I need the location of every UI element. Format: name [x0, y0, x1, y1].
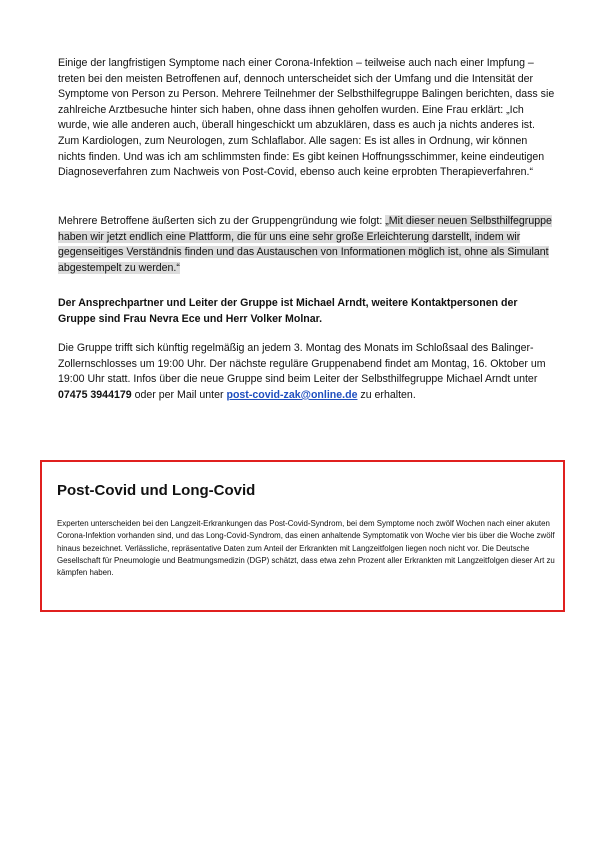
article-paragraph-symptoms: Einige der langfristigen Symptome nach einer Corona-Infektion – teilweise auch nach einer Impfung – treten bei den meisten Betroffenen auf, dennoch unterscheidet sich der Umfang und die Intensität der Symptome von Person zu Person. Mehrere Teilnehmer der Selbsthilfegruppe Balingen berichten, dass sie zahlreiche Arztbesuche hinter sich haben, ohne dass ihnen geholfen wurden. Eine Frau erklärt: „Ich wurde, wie alle anderen auch, überall hingeschickt um abzuklären, dass es auch ja nichts anderes ist. Zum Kardiologen, zum Neurologen, zum Schlaflabor. Alle sagen: Es ist alles in Ordnung, wir können nichts finden. Und was ich am schlimmsten finde: Es gibt keinen Hoffnungsschimmer, keine eindeutigen Diagnoseverfahren zum Nachweis von Post-Covid, ebenso auch keine erprobten Therapieverfahren.“ — [58, 57, 555, 179]
phone-number: 07475 3944179 — [58, 388, 132, 401]
highlighted-quote: „Mit dieser neuen Selbsthilfegruppe haben wir jetzt endlich eine Plattform, die für uns eine sehr große Erleichterung darstellt, indem wir gegenseitiges Verständnis finden und das Austauschen von Informationen möglich ist, ohne als Simulant abgestempelt zu werden.“ — [58, 215, 552, 274]
info-box — [40, 460, 565, 612]
meeting-info-end: zu erhalten. — [357, 388, 416, 401]
quote-intro: Mehrere Betroffene äußerten sich zu der Gruppengründung wie folgt: — [58, 215, 386, 227]
article-paragraph-quote — [58, 214, 555, 276]
info-box-text: Experten unterscheiden bei den Langzeit-Erkrankungen das Post-Covid-Syndrom, bei dem Symptome noch zwölf Wochen nach einer akuten Corona-Infektion vorhanden sind, und das Long-Covid-Syndrom, das einen anhaltende Symptomatik von Woche vier bis über die Woche zwölf hinaus bezeichnet. Verlässliche, repräsentative Daten zum Anteil der Erkrankten mit Langzeitfolgen liegen noch nicht vor. Die Deutsche Gesellschaft für Pneumologie und Beatmungsmedizin (DGP) schätzt, dass etwa zehn Prozent aller Erkrankten mit Langzeitfolgen dieser Art zu kämpfen haben. — [57, 519, 555, 578]
meeting-info-paragraph — [58, 341, 555, 403]
contact-persons-paragraph: Der Ansprechpartner und Leiter der Gruppe ist Michael Arndt, weitere Kontaktpersonen der Gruppe sind Frau Nevra Ece und Herr Volker Molnar. — [58, 297, 518, 325]
meeting-info-connector: oder per Mail unter — [131, 388, 227, 401]
email-link[interactable]: post-covid-zak@online.de — [226, 388, 358, 401]
info-box-title: Post-Covid und Long-Covid — [57, 482, 256, 499]
meeting-info-text: Die Gruppe trifft sich künftig regelmäßig an jedem 3. Montag des Monats im Schloßsaal des Balinger-Zollernschlosses um 19:00 Uhr. Der nächste reguläre Gruppenabend findet am Montag, 16. Oktober um 19:00 Uhr statt. Infos über die neue Gruppe sind beim Leiter der Selbsthilfegruppe Michael Arndt unter — [58, 342, 546, 386]
